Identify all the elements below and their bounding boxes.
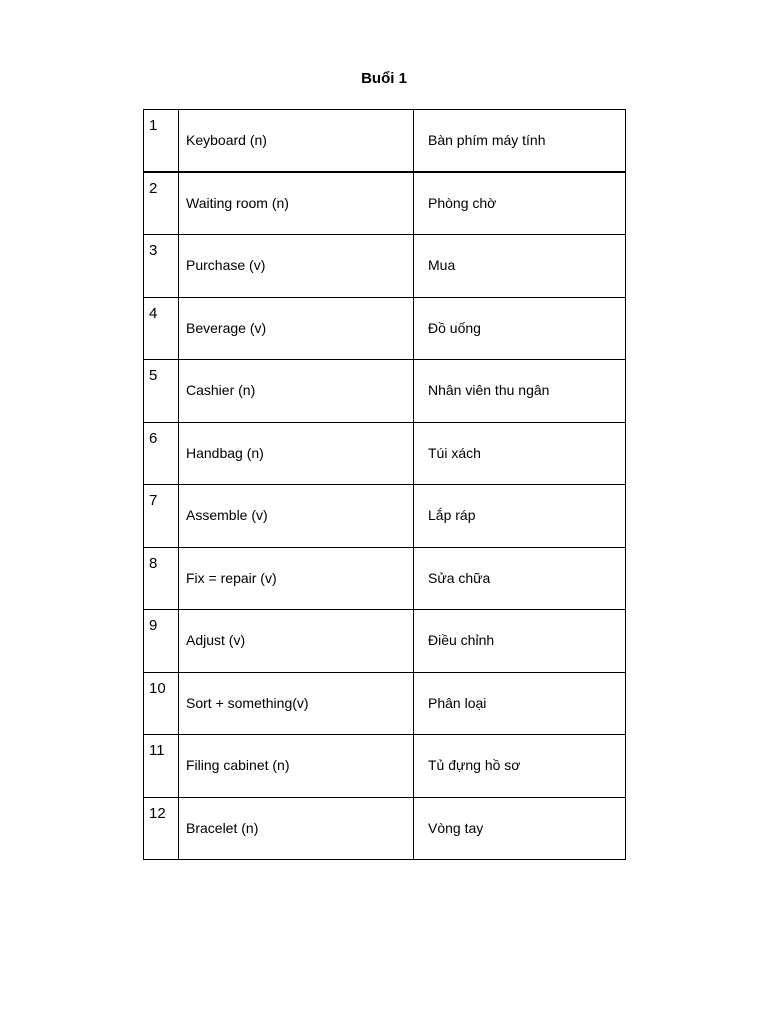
english-word: Filing cabinet (n): [179, 735, 414, 798]
vietnamese-meaning: Mua: [414, 235, 626, 298]
english-word: Purchase (v): [179, 235, 414, 298]
english-word: Beverage (v): [179, 297, 414, 360]
table-row: [144, 360, 626, 423]
table-row: [144, 422, 626, 485]
row-number: 12: [144, 797, 179, 860]
vietnamese-meaning: Phân loại: [414, 672, 626, 735]
english-word: Adjust (v): [179, 610, 414, 673]
row-number: 4: [144, 297, 179, 360]
table-row: [144, 172, 626, 235]
vocabulary-table: [143, 109, 626, 860]
vietnamese-meaning: Nhân viên thu ngân: [414, 360, 626, 423]
row-number: 7: [144, 485, 179, 548]
table-row: [144, 610, 626, 673]
table-row: [144, 672, 626, 735]
vietnamese-meaning: Túi xách: [414, 422, 626, 485]
page-title: Buổi 1: [361, 70, 407, 87]
table-row: [144, 547, 626, 610]
vietnamese-meaning: Tủ đựng hồ sơ: [414, 735, 626, 798]
english-word: Fix = repair (v): [179, 547, 414, 610]
row-number: 9: [144, 610, 179, 673]
english-word: Sort + something(v): [179, 672, 414, 735]
english-word: Waiting room (n): [179, 172, 414, 235]
table-row: [144, 735, 626, 798]
row-number: 6: [144, 422, 179, 485]
table-row: [144, 110, 626, 173]
row-number: 1: [144, 110, 179, 173]
english-word: Handbag (n): [179, 422, 414, 485]
table-row: [144, 297, 626, 360]
row-number: 3: [144, 235, 179, 298]
vietnamese-meaning: Sửa chữa: [414, 547, 626, 610]
row-number: 5: [144, 360, 179, 423]
row-number: 2: [144, 172, 179, 235]
vietnamese-meaning: Bàn phím máy tính: [414, 110, 626, 173]
vietnamese-meaning: Điều chỉnh: [414, 610, 626, 673]
vietnamese-meaning: Đồ uống: [414, 297, 626, 360]
english-word: Keyboard (n): [179, 110, 414, 173]
table-row: [144, 235, 626, 298]
english-word: Assemble (v): [179, 485, 414, 548]
vietnamese-meaning: Vòng tay: [414, 797, 626, 860]
english-word: Cashier (n): [179, 360, 414, 423]
english-word: Bracelet (n): [179, 797, 414, 860]
row-number: 10: [144, 672, 179, 735]
table-row: [144, 797, 626, 860]
row-number: 8: [144, 547, 179, 610]
table-row: [144, 485, 626, 548]
vietnamese-meaning: Phòng chờ: [414, 172, 626, 235]
row-number: 11: [144, 735, 179, 798]
vietnamese-meaning: Lắp ráp: [414, 485, 626, 548]
